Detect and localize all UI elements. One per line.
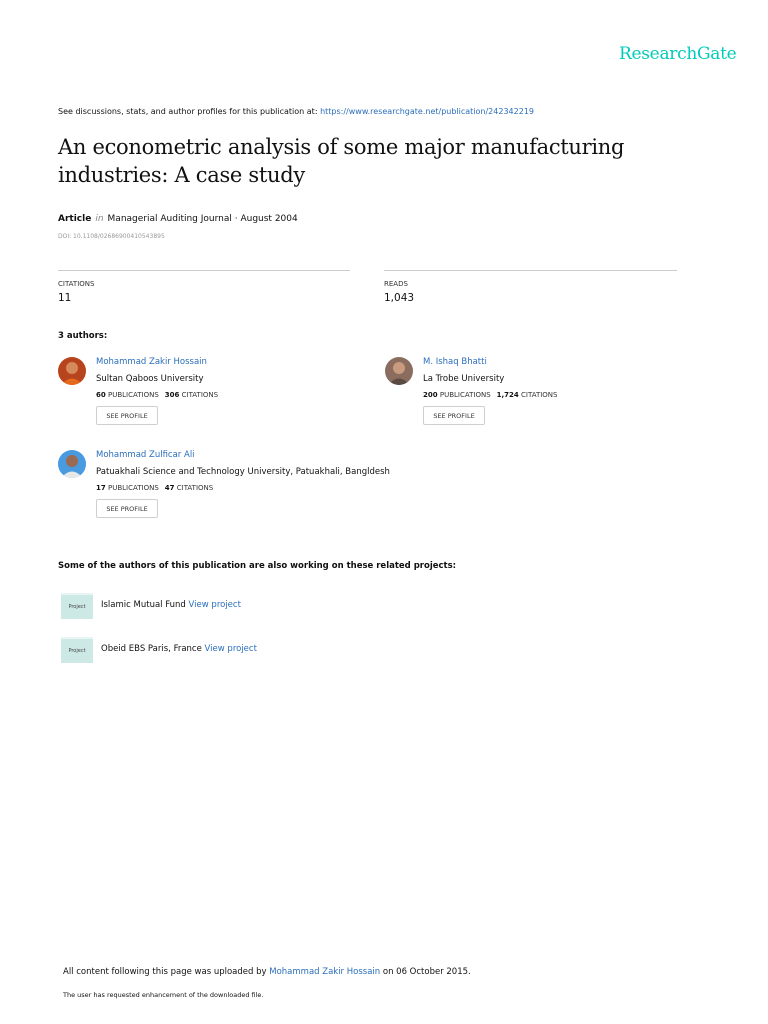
enhancement-note: The user has requested enhancement of the downloaded file. — [63, 991, 264, 999]
citations-count: 11 — [58, 292, 72, 304]
see-profile-button[interactable]: SEE PROFILE — [96, 406, 158, 425]
doi: DOI: 10.1108/02686900410543895 — [58, 233, 165, 240]
author-name[interactable]: M. Ishaq Bhatti — [423, 357, 487, 367]
project-icon: Project — [61, 637, 93, 663]
authors-heading: 3 authors: — [58, 331, 108, 341]
publication-title: An econometric analysis of some major manufacturing industries: A case study — [58, 135, 625, 187]
author-institution[interactable]: La Trobe University — [423, 374, 505, 384]
upload-note — [63, 967, 471, 977]
upload-suffix: on 06 October 2015. — [382, 967, 471, 977]
publications-count: 200 — [423, 391, 438, 399]
avatar[interactable] — [58, 450, 86, 478]
project-text — [101, 644, 257, 654]
author-institution[interactable]: Sultan Qaboos University — [96, 374, 204, 384]
project-icon: Project — [61, 593, 93, 619]
project-name: Islamic Mutual Fund — [101, 600, 186, 610]
author-citations-label: CITATIONS — [181, 391, 219, 399]
related-projects-heading: Some of the authors of this publication are also working on these related projects: — [58, 561, 457, 571]
publications-count: 60 — [96, 391, 106, 399]
publication-type: Article — [58, 214, 92, 224]
researchgate-logo[interactable]: ResearchGate — [619, 44, 737, 64]
view-project-link[interactable]: View project — [204, 644, 257, 654]
author-citations-count: 1,724 — [496, 391, 519, 399]
citations-label: CITATIONS — [58, 280, 95, 288]
publications-count: 17 — [96, 484, 106, 492]
project-name: Obeid EBS Paris, France — [101, 644, 202, 654]
author-citations-count: 306 — [164, 391, 180, 399]
see-profile-button[interactable]: SEE PROFILE — [423, 406, 485, 425]
view-project-link[interactable]: View project — [188, 600, 241, 610]
author-stats — [423, 391, 558, 399]
publications-label: PUBLICATIONS — [107, 391, 159, 399]
author-name[interactable]: Mohammad Zakir Hossain — [96, 357, 207, 367]
publication-meta — [58, 214, 298, 224]
upload-prefix: All content following this page was uploaded by — [63, 967, 267, 977]
reads-label: READS — [384, 280, 408, 288]
author-name[interactable]: Mohammad Zulficar Ali — [96, 450, 195, 460]
in-word: in — [95, 214, 104, 224]
project-text — [101, 600, 241, 610]
citations-divider — [58, 270, 350, 271]
uploader-link[interactable]: Mohammad Zakir Hossain — [269, 967, 381, 977]
author-citations-label: CITATIONS — [176, 484, 214, 492]
discussions-text: See discussions, stats, and author profiles for this publication at: — [58, 107, 318, 116]
publications-label: PUBLICATIONS — [439, 391, 491, 399]
reads-count: 1,043 — [384, 292, 415, 304]
see-profile-button[interactable]: SEE PROFILE — [96, 499, 158, 518]
avatar[interactable] — [58, 357, 86, 385]
author-institution[interactable]: Patuakhali Science and Technology University, Patuakhali, Bangldesh — [96, 467, 390, 477]
avatar[interactable] — [385, 357, 413, 385]
publication-url-link[interactable]: https://www.researchgate.net/publication/242342219 — [320, 107, 534, 116]
author-citations-label: CITATIONS — [521, 391, 558, 399]
discussions-note — [58, 107, 534, 116]
reads-divider — [384, 270, 677, 271]
publications-label: PUBLICATIONS — [107, 484, 159, 492]
journal-date: Managerial Auditing Journal · August 2004 — [107, 214, 298, 224]
author-citations-count: 47 — [164, 484, 175, 492]
author-stats — [96, 391, 218, 399]
author-stats — [96, 484, 213, 492]
